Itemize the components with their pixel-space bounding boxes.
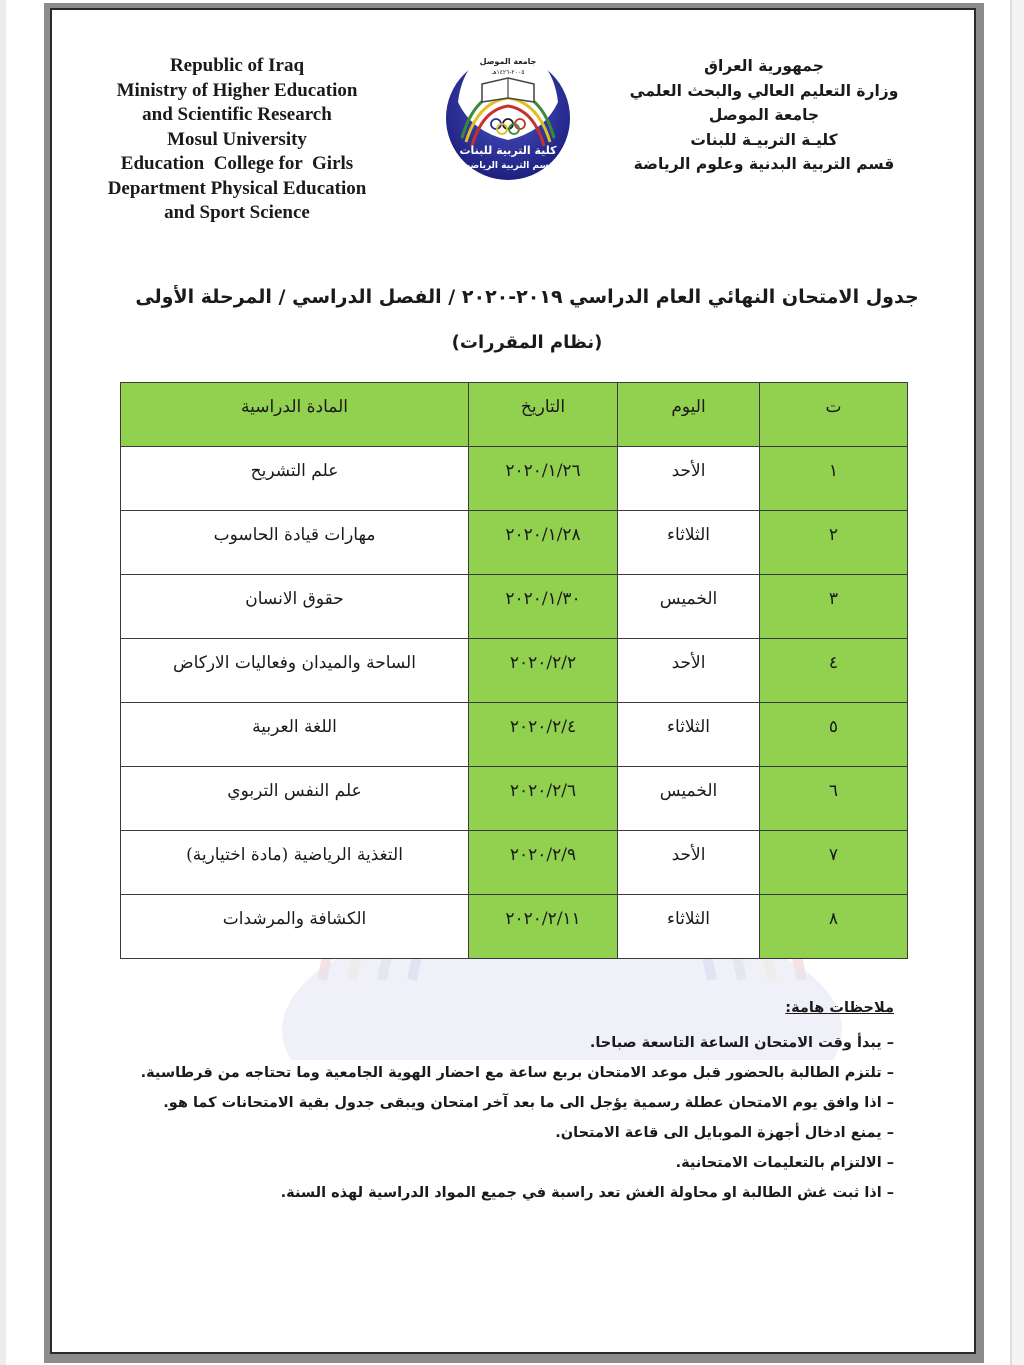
table-row xyxy=(121,703,908,767)
cell-date: ٢٠٢٠/١/٢٨ xyxy=(469,511,618,575)
page-subtitle: (نظام المقررات) xyxy=(451,332,603,353)
cell-no: ٣ xyxy=(760,575,908,639)
cell-no: ٧ xyxy=(760,831,908,895)
cell-no: ٦ xyxy=(760,767,908,831)
note-item: – تلتزم الطالبة بالحضور قبل موعد الامتحان بربع ساعة مع احضار الهوية الجامعية وما تحتاجه من قرطاسية. xyxy=(140,1065,894,1081)
cell-subject: الكشافة والمرشدات xyxy=(121,895,469,959)
cell-subject: مهارات قيادة الحاسوب xyxy=(121,511,469,575)
header-subject: المادة الدراسية xyxy=(121,383,469,447)
cell-day: الثلاثاء xyxy=(618,703,760,767)
cell-day: الثلاثاء xyxy=(618,511,760,575)
table-header-row xyxy=(121,383,908,447)
document-page xyxy=(50,8,976,1354)
viewer-left-edge xyxy=(0,0,6,1365)
university-emblem-icon xyxy=(444,42,572,188)
header-en-line: Ministry of Higher Education xyxy=(116,79,358,101)
cell-no: ٨ xyxy=(760,895,908,959)
cell-subject: حقوق الانسان xyxy=(121,575,469,639)
header-no: ت xyxy=(760,383,908,447)
header-en-line: Republic of Iraq xyxy=(169,55,305,76)
cell-day: الخميس xyxy=(618,767,760,831)
cell-subject: علم التشريح xyxy=(121,447,469,511)
cell-day: الأحد xyxy=(618,639,760,703)
cell-day: الأحد xyxy=(618,831,760,895)
table-row xyxy=(121,767,908,831)
header-ar-line: قسم التربية البدنية وعلوم الرياضة xyxy=(633,155,895,173)
header-ar-line: كليـة التربيـة للبنات xyxy=(690,130,838,149)
cell-subject: الساحة والميدان وفعاليات الاركاض xyxy=(121,639,469,703)
header-en-line: Department Physical Education xyxy=(107,177,367,199)
header-ar-line: جامعة الموصل xyxy=(708,106,820,124)
header-en-line: and Scientific Research xyxy=(142,104,332,125)
note-item: – الالتزام بالتعليمات الامتحانية. xyxy=(675,1155,894,1171)
cell-date: ٢٠٢٠/٢/٦ xyxy=(469,767,618,831)
viewer-right-edge xyxy=(1010,0,1024,1365)
notes-title: ملاحظات هامة: xyxy=(785,1000,894,1016)
cell-date: ٢٠٢٠/٢/٩ xyxy=(469,831,618,895)
cell-date: ٢٠٢٠/٢/١١ xyxy=(469,895,618,959)
cell-date: ٢٠٢٠/١/٢٦ xyxy=(469,447,618,511)
note-item: – يبدأ وقت الامتحان الساعة التاسعة صباحا. xyxy=(589,1035,894,1051)
cell-day: الأحد xyxy=(618,447,760,511)
table-row xyxy=(121,575,908,639)
header-ar-line: جمهورية العراق xyxy=(704,57,824,75)
important-notes xyxy=(94,996,894,1208)
header-arabic xyxy=(614,54,914,177)
cell-no: ٤ xyxy=(760,639,908,703)
header-en-line: and Sport Science xyxy=(164,202,310,223)
cell-date: ٢٠٢٠/١/٣٠ xyxy=(469,575,618,639)
header-ar-line: وزارة التعليم العالي والبحث العلمي xyxy=(629,81,899,100)
cell-no: ٥ xyxy=(760,703,908,767)
exam-schedule-table xyxy=(120,382,908,959)
cell-subject: اللغة العربية xyxy=(121,703,469,767)
cell-date: ٢٠٢٠/٢/٤ xyxy=(469,703,618,767)
table-row xyxy=(121,447,908,511)
table-row xyxy=(121,895,908,959)
table-row xyxy=(121,639,908,703)
note-item: – اذا ثبت غش الطالبة او محاولة الغش تعد راسبة في جميع المواد الدراسية لهذه السنة. xyxy=(280,1185,894,1201)
note-item: – يمنع ادخال أجهزة الموبايل الى قاعة الامتحان. xyxy=(555,1125,894,1141)
cell-no: ٢ xyxy=(760,511,908,575)
logo-bottom-text-1: كلية التربية للبنات xyxy=(459,144,557,157)
cell-day: الثلاثاء xyxy=(618,895,760,959)
header-day: اليوم xyxy=(618,383,760,447)
cell-subject: علم النفس التربوي xyxy=(121,767,469,831)
cell-day: الخميس xyxy=(618,575,760,639)
logo-top-text: جامعة الموصل xyxy=(479,57,537,66)
page-title: جدول الامتحان النهائي العام الدراسي ٢٠١٩-٢٠٢٠ / الفصل الدراسي / المرحلة الأولى xyxy=(135,286,919,308)
cell-no: ١ xyxy=(760,447,908,511)
logo-year-text: ٢٠٠٥-١٤٢٦هـ xyxy=(491,69,525,76)
logo-bottom-text-2: قسم التربية الرياضية xyxy=(461,161,555,171)
header-date: التاريخ xyxy=(469,383,618,447)
header-english xyxy=(82,54,392,226)
table-row xyxy=(121,831,908,895)
table-row xyxy=(121,511,908,575)
cell-subject: التغذية الرياضية (مادة اختيارية) xyxy=(121,831,469,895)
header-en-line: Mosul University xyxy=(167,128,307,150)
note-item: – اذا وافق يوم الامتحان عطلة رسمية يؤجل الى ما بعد آخر امتحان ويبقى جدول بقية الامتحانات كما هو. xyxy=(163,1095,894,1111)
header-en-line: Education College for Girls xyxy=(120,153,354,174)
cell-date: ٢٠٢٠/٢/٢ xyxy=(469,639,618,703)
